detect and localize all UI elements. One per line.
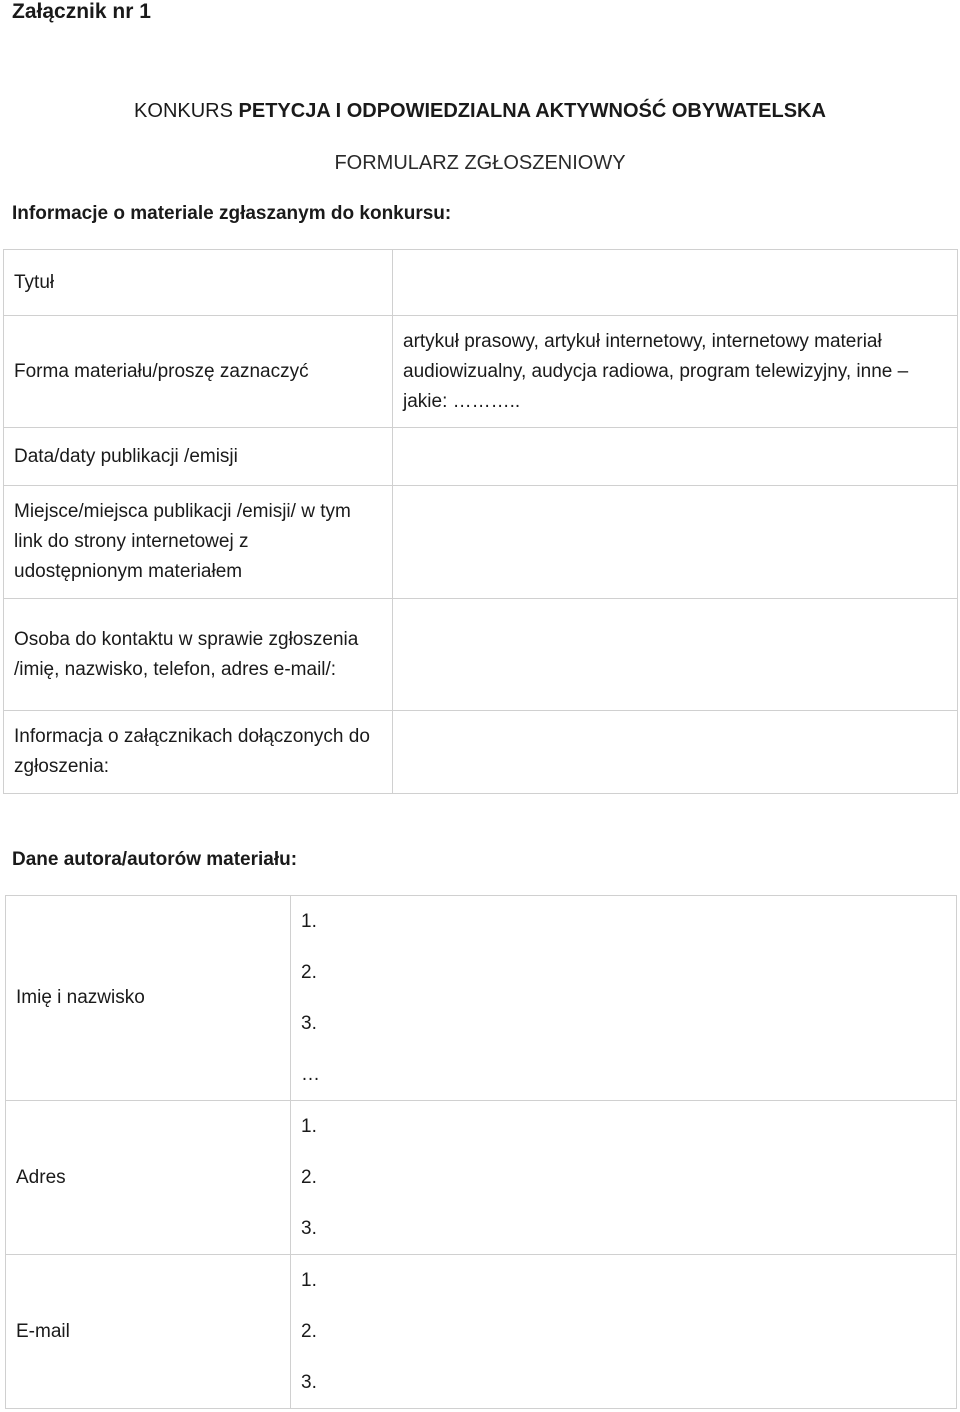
table-row bbox=[4, 428, 958, 486]
form-title: FORMULARZ ZGŁOSZENIOWY bbox=[334, 152, 626, 174]
material-section-heading: Informacje o materiale zgłaszanym do konkursu: bbox=[12, 203, 452, 224]
field-label-email: E-mail bbox=[6, 1255, 291, 1409]
field-label-author-name: Imię i nazwisko bbox=[6, 896, 291, 1101]
contest-name: PETYCJA I ODPOWIEDZIALNA AKTYWNOŚĆ OBYWATELSKA bbox=[238, 100, 826, 122]
table-row bbox=[4, 711, 958, 794]
author-info-table bbox=[5, 895, 957, 1409]
field-label-address: Adres bbox=[6, 1101, 291, 1255]
list-item: 2. bbox=[301, 1321, 317, 1342]
field-value-contact-person[interactable] bbox=[393, 599, 958, 711]
contest-prefix: KONKURS bbox=[134, 100, 233, 122]
author-section-heading: Dane autora/autorów materiału: bbox=[12, 849, 298, 870]
table-row bbox=[4, 316, 958, 428]
list-item: 1. bbox=[301, 911, 317, 932]
table-row bbox=[4, 599, 958, 711]
field-label-contact-person: Osoba do kontaktu w sprawie zgłoszenia /imię, nazwisko, telefon, adres e-mail/: bbox=[4, 599, 393, 711]
table-row bbox=[6, 1101, 957, 1255]
attachment-label: Załącznik nr 1 bbox=[12, 0, 151, 23]
field-value-attachments[interactable] bbox=[393, 711, 958, 794]
table-row bbox=[6, 1255, 957, 1409]
field-label-publication-date: Data/daty publikacji /emisji bbox=[4, 428, 393, 486]
table-row bbox=[4, 486, 958, 599]
field-value-publication-place[interactable] bbox=[393, 486, 958, 599]
field-value-title[interactable] bbox=[393, 250, 958, 316]
list-item: 1. bbox=[301, 1116, 317, 1137]
field-label-attachments: Informacja o załącznikach dołączonych do zgłoszenia: bbox=[4, 711, 393, 794]
list-item: … bbox=[301, 1064, 320, 1085]
list-item: 2. bbox=[301, 1167, 317, 1188]
field-value-author-name[interactable] bbox=[291, 896, 957, 1101]
field-label-material-form: Forma materiału/proszę zaznaczyć bbox=[4, 316, 393, 428]
field-value-address[interactable] bbox=[291, 1101, 957, 1255]
field-label-publication-place: Miejsce/miejsca publikacji /emisji/ w tym link do strony internetowej z udostępnionym materiałem bbox=[4, 486, 393, 599]
list-item: 2. bbox=[301, 962, 317, 983]
table-row bbox=[6, 896, 957, 1101]
field-value-publication-date[interactable] bbox=[393, 428, 958, 486]
material-info-table bbox=[3, 249, 958, 794]
list-item: 3. bbox=[301, 1218, 317, 1239]
contest-title bbox=[0, 100, 960, 123]
list-item: 3. bbox=[301, 1013, 317, 1034]
table-row bbox=[4, 250, 958, 316]
field-value-email[interactable] bbox=[291, 1255, 957, 1409]
list-item: 3. bbox=[301, 1372, 317, 1393]
field-label-title: Tytuł bbox=[4, 250, 393, 316]
list-item: 1. bbox=[301, 1270, 317, 1291]
field-value-material-form[interactable]: artykuł prasowy, artykuł internetowy, internetowy materiał audiowizualny, audycja radiowa, program telewizyjny, inne – jakie: ……….. bbox=[393, 316, 958, 428]
